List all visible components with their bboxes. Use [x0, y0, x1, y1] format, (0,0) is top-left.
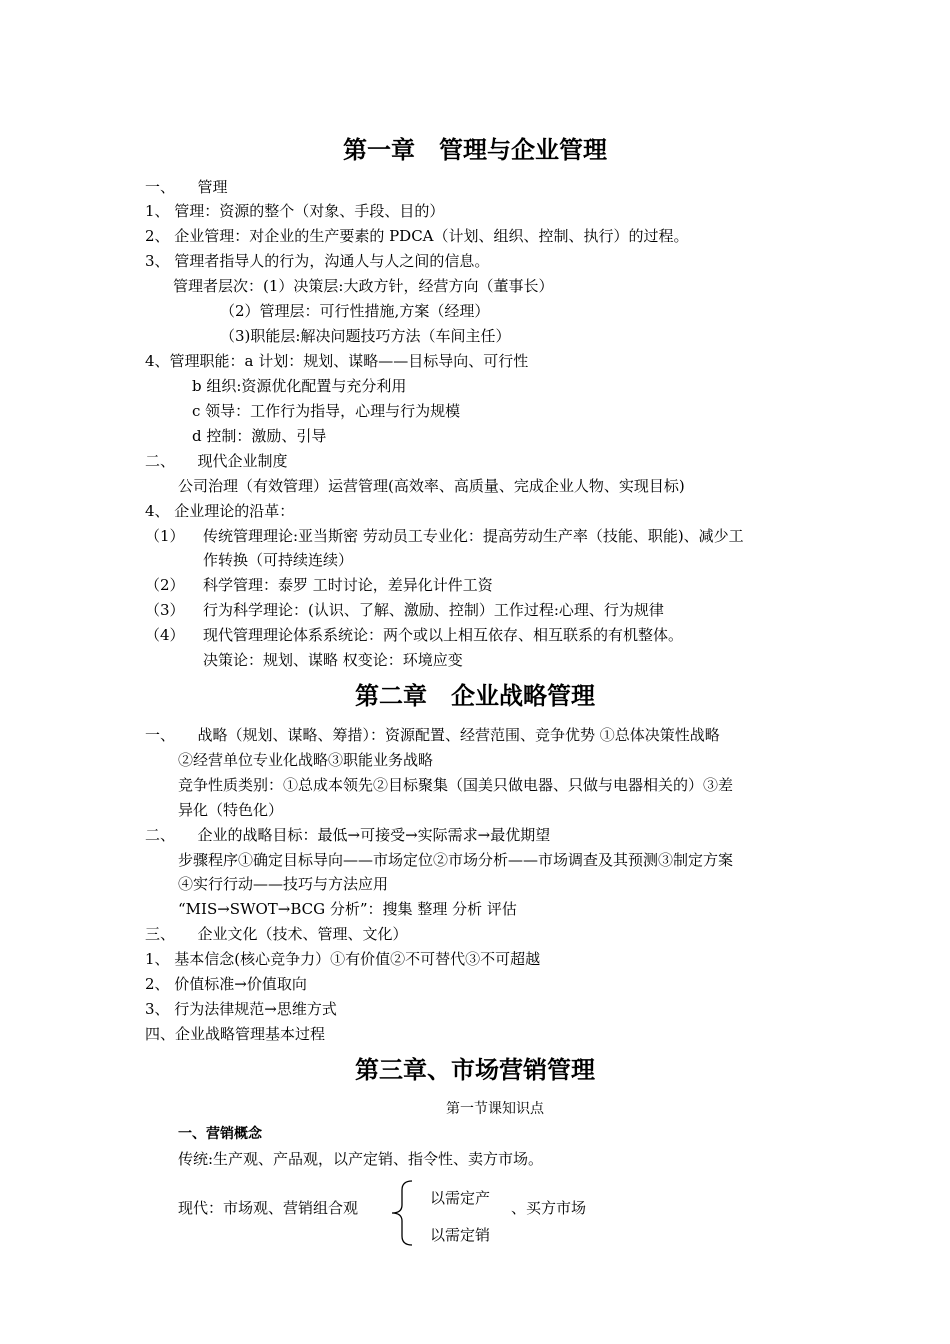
- ch2-section-2-line-3: ④实行行动——技巧与方法应用: [178, 875, 389, 893]
- ch3-subtitle: 第一节课知识点: [446, 1101, 544, 1117]
- ch1-section-2-text: 公司治理（有效管理）运营管理(高效率、高质量、完成企业人物、实现目标): [178, 477, 685, 495]
- ch1-levels-1: 管理者层次：(1）决策层:大政方针，经营方向（董事长）: [173, 277, 554, 295]
- ch1-theory-4-continued: 决策论：规划、谋略 权变论：环境应变: [203, 651, 463, 669]
- chapter-3-title: 第三章、市场营销管理: [355, 1056, 595, 1084]
- ch1-function-a: 4、管理职能：a 计划：规划、谋略——目标导向、可行性: [145, 352, 529, 370]
- ch1-theory-2-text: 科学管理：泰罗 工时讨论，差异化计件工资: [203, 576, 493, 594]
- ch1-function-c: c 领导：工作行为指导，心理与行为规模: [192, 402, 461, 420]
- ch2-section-2-line-1: 二、 企业的战略目标：最低→可接受→实际需求→最优期望: [145, 826, 551, 844]
- chapter-2-title: 第二章 企业战略管理: [355, 682, 595, 710]
- ch2-section-1-line-4: 异化（特色化）: [178, 801, 284, 819]
- ch1-theory-1-continued: 作转换（可持续连续）: [203, 551, 354, 569]
- ch3-option-1: 以需定产: [430, 1189, 491, 1207]
- ch1-levels-2: （2）管理层：可行性措施,方案（经理）: [220, 302, 490, 320]
- ch2-section-1-line-1: 一、 战略（规划、谋略、筹措）：资源配置、经营范围、竞争优势 ①总体决策性战略: [145, 726, 720, 744]
- ch2-culture-3: 3、 行为法律规范→思维方式: [145, 1000, 337, 1018]
- ch3-traditional: 传统:生产观、产品观，以产定销、指令性、卖方市场。: [178, 1150, 544, 1168]
- ch1-theory-2-number: （2）: [145, 576, 185, 594]
- ch2-section-2-line-4: “MIS→SWOT→BCG 分析”：搜集 整理 分析 评估: [178, 900, 517, 918]
- ch2-section-1-line-2: ②经营单位专业化战略③职能业务战略: [178, 751, 434, 769]
- ch1-theory-1-number: （1）: [145, 527, 185, 545]
- ch1-levels-3: （3)职能层:解决问题技巧方法（车间主任）: [220, 327, 511, 345]
- curly-brace-icon: [388, 1178, 418, 1248]
- ch1-function-d: d 控制：激励、引导: [192, 427, 327, 445]
- ch1-item-1: 1、 管理：资源的整个（对象、手段、目的）: [145, 202, 445, 220]
- ch3-option-2: 以需定销: [430, 1226, 491, 1244]
- ch1-theory-3-text: 行为科学理论：(认识、了解、激励、控制）工作过程:心理、行为规律: [203, 601, 664, 619]
- ch1-item-3: 3、 管理者指导人的行为，沟通人与人之间的信息。: [145, 252, 490, 270]
- ch2-culture-1: 1、 基本信念(核心竞争力）①有价值②不可替代③不可超越: [145, 950, 541, 968]
- ch2-section-3-heading: 三、 企业文化（技术、管理、文化）: [145, 925, 408, 943]
- ch3-modern: 现代：市场观、营销组合观: [178, 1199, 359, 1217]
- ch1-item-4: 4、 企业理论的沿革：: [145, 502, 295, 520]
- ch1-section-2-heading: 二、 现代企业制度: [145, 452, 288, 470]
- ch2-section-4: 四、企业战略管理基本过程: [145, 1025, 326, 1043]
- ch1-item-2: 2、 企业管理：对企业的生产要素的 PDCA（计划、组织、控制、执行）的过程。: [145, 227, 689, 245]
- ch3-section-1-heading: 一、营销概念: [178, 1126, 262, 1142]
- ch1-theory-4-text: 现代管理理论体系系统论：两个或以上相互依存、相互联系的有机整体。: [203, 626, 684, 644]
- ch2-section-2-line-2: 步骤程序①确定目标导向——市场定位②市场分析——市场调查及其预测③制定方案: [178, 851, 734, 869]
- ch1-theory-4-number: （4）: [145, 626, 185, 644]
- ch2-section-1-line-3: 竞争性质类别：①总成本领先②目标聚集（国美只做电器、只做与电器相关的）③差: [178, 776, 734, 794]
- ch1-function-b: b 组织:资源优化配置与充分利用: [192, 377, 407, 395]
- ch3-buyer-market: 、买方市场: [511, 1199, 587, 1217]
- ch2-culture-2: 2、 价值标准→价值取向: [145, 975, 307, 993]
- ch1-theory-3-number: （3）: [145, 601, 185, 619]
- chapter-1-title: 第一章 管理与企业管理: [343, 136, 607, 164]
- ch1-section-1-heading: 一、 管理: [145, 178, 228, 196]
- ch1-theory-1-text: 传统管理理论:亚当斯密 劳动员工专业化：提高劳动生产率（技能、职能)、减少工: [203, 527, 744, 545]
